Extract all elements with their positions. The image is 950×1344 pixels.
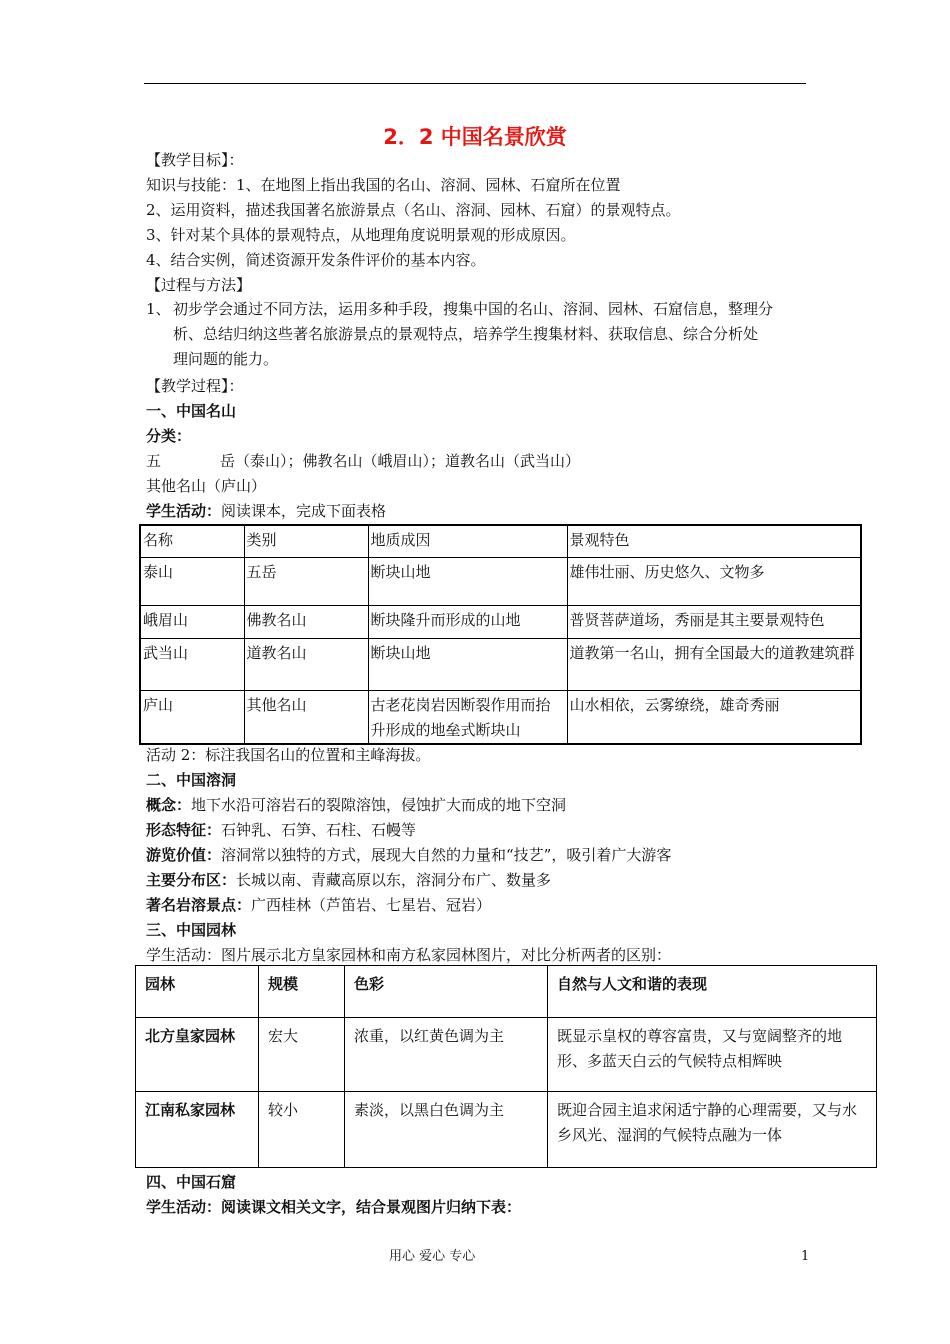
process-heading: 【教学过程】： <box>146 377 244 395</box>
karst-item <box>146 795 566 815</box>
activity-3: 学生活动：图片展示北方皇家园林和南方私家园林图片，对比分析两者的区别： <box>146 946 672 964</box>
table-row <box>140 690 861 744</box>
goals-heading: 【教学目标】： <box>146 151 244 169</box>
table-cell: 泰山 <box>140 557 244 605</box>
table-header-cell: 景观特色 <box>567 525 861 557</box>
table-row <box>140 638 861 690</box>
karst-item-text: 地下水沿可溶岩石的裂隙溶蚀，侵蚀扩大而成的地下空洞 <box>191 796 567 814</box>
karst-item-text: 长城以南、青藏高原以东，溶洞分布广、数量多 <box>236 871 552 889</box>
classification-other: 其他名山（庐山） <box>146 477 267 495</box>
classification-wu: 五 <box>146 452 162 470</box>
table-cell: 道教第一名山，拥有全国最大的道教建筑群 <box>567 638 861 690</box>
table-header-cell: 名称 <box>140 525 244 557</box>
goal-2: 2、运用资料，描述我国著名旅游景点（名山、溶洞、园林、石窟）的景观特点。 <box>146 201 681 219</box>
karst-item-label: 游览价值： <box>146 846 222 864</box>
table-cell: 断块山地 <box>368 557 567 605</box>
table-cell: 武当山 <box>140 638 244 690</box>
table-cell: 既迎合园主追求闲适宁静的心理需要，又与水乡风光、湿润的气候特点融为一体 <box>548 1092 877 1168</box>
karst-item-label: 著名岩溶景点： <box>146 896 252 914</box>
gardens-table <box>135 965 877 1168</box>
section-2-heading: 二、中国溶洞 <box>146 771 237 789</box>
table-cell: 既显示皇权的尊容富贵，又与宽阔整齐的地形、多蓝天白云的气候特点相辉映 <box>548 1018 877 1092</box>
section-3-heading: 三、中国园林 <box>146 921 237 939</box>
activity-4: 学生活动：阅读课文相关文字，结合景观图片归纳下表： <box>146 1198 522 1216</box>
table-header-cell: 园林 <box>136 966 259 1018</box>
table-cell: 较小 <box>259 1092 345 1168</box>
karst-item-text: 溶洞常以独特的方式，展现大自然的力量和“技艺”，吸引着广大游客 <box>221 846 672 864</box>
table-header-cell: 类别 <box>244 525 368 557</box>
table-cell: 断块山地 <box>368 638 567 690</box>
karst-item-label: 形态特征： <box>146 821 222 839</box>
method-text-1: 初步学会通过不同方法，运用多种手段，搜集中国的名山、溶洞、园林、石窟信息，整理分 <box>173 300 774 318</box>
activity-1 <box>146 501 386 521</box>
table-cell: 浓重，以红黄色调为主 <box>345 1018 548 1092</box>
table-cell: 北方皇家园林 <box>136 1018 259 1092</box>
page-title: 2．2 中国名景欣赏 <box>383 125 567 149</box>
table-header-cell: 自然与人文和谐的表现 <box>548 966 877 1018</box>
table-row <box>140 605 861 638</box>
table-cell: 素淡，以黑白色调为主 <box>345 1092 548 1168</box>
table-cell: 古老花岗岩因断裂作用而抬升形成的地垒式断块山 <box>368 690 567 744</box>
table-header-row <box>140 525 861 557</box>
goal-3: 3、针对某个具体的景观特点，从地理角度说明景观的形成原因。 <box>146 226 576 244</box>
activity-1-text: 阅读课本，完成下面表格 <box>221 502 387 520</box>
table-header-cell: 规模 <box>259 966 345 1018</box>
karst-item <box>146 820 416 840</box>
mountains-table <box>139 524 862 745</box>
table-cell: 其他名山 <box>244 690 368 744</box>
method-heading: 【过程与方法】 <box>146 276 252 294</box>
classification-label: 分类： <box>146 427 192 445</box>
karst-item-label: 主要分布区： <box>146 871 237 889</box>
section-4-heading: 四、中国石窟 <box>146 1173 237 1191</box>
method-number: 1、 <box>146 300 171 318</box>
karst-item <box>146 870 551 890</box>
table-cell: 江南私家园林 <box>136 1092 259 1168</box>
karst-item-text: 石钟乳、石笋、石柱、石幔等 <box>221 821 417 839</box>
table-cell: 峨眉山 <box>140 605 244 638</box>
goal-4: 4、结合实例，简述资源开发条件评价的基本内容。 <box>146 251 486 269</box>
table-cell: 普贤菩萨道场，秀丽是其主要景观特色 <box>567 605 861 638</box>
page-footer: 用心 爱心 专心 <box>389 1249 476 1264</box>
table-cell: 断块隆升而形成的山地 <box>368 605 567 638</box>
method-text-3: 理问题的能力。 <box>173 350 279 368</box>
karst-item-label: 概念： <box>146 796 192 814</box>
table-cell: 山水相依，云雾缭绕，雄奇秀丽 <box>567 690 861 744</box>
table-cell: 庐山 <box>140 690 244 744</box>
table-cell: 道教名山 <box>244 638 368 690</box>
table-row <box>136 1018 877 1092</box>
table-cell: 五岳 <box>244 557 368 605</box>
page-number: 1 <box>801 1249 810 1264</box>
karst-item <box>146 895 491 915</box>
activity-2: 活动 2：标注我国名山的位置和主峰海拔。 <box>146 746 431 764</box>
table-cell: 雄伟壮丽、历史悠久、文物多 <box>567 557 861 605</box>
activity-1-label: 学生活动： <box>146 502 222 520</box>
method-text-2: 析、总结归纳这些著名旅游景点的景观特点，培养学生搜集材料、获取信息、综合分析处 <box>173 325 759 343</box>
header-rule <box>144 83 806 84</box>
table-row <box>136 1092 877 1168</box>
table-cell: 宏大 <box>259 1018 345 1092</box>
table-header-row <box>136 966 877 1018</box>
table-row <box>140 557 861 605</box>
goal-1: 知识与技能：1、在地图上指出我国的名山、溶洞、园林、石窟所在位置 <box>146 176 621 194</box>
classification-text: 岳（泰山）；佛教名山（峨眉山）；道教名山（武当山） <box>220 452 581 470</box>
karst-item-text: 广西桂林（芦笛岩、七星岩、冠岩） <box>251 896 492 914</box>
table-header-cell: 色彩 <box>345 966 548 1018</box>
table-cell: 佛教名山 <box>244 605 368 638</box>
table-header-cell: 地质成因 <box>368 525 567 557</box>
section-1-heading: 一、中国名山 <box>146 402 237 420</box>
karst-item <box>146 845 671 865</box>
